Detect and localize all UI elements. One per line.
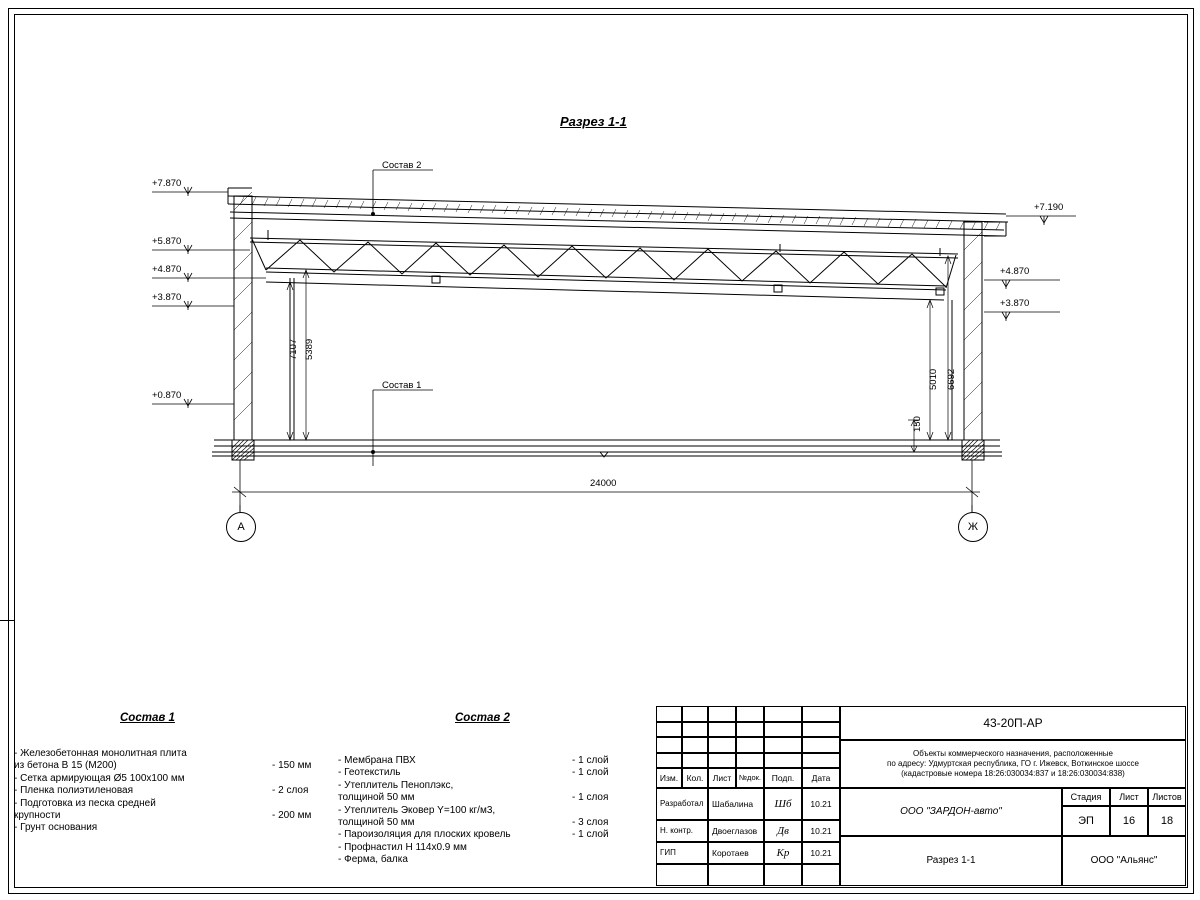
role-date-2: 10.21 <box>802 842 840 864</box>
legend1-item-text: - Железобетонная монолитная плита <box>14 748 187 759</box>
stage-value-listov: 18 <box>1148 806 1186 836</box>
role-signature-3 <box>764 864 802 886</box>
role-date-1: 10.21 <box>802 820 840 842</box>
role-label-3 <box>656 864 708 886</box>
legend1-item-qty: - 2 слоя <box>272 785 309 797</box>
col-header-kol: Кол. <box>682 768 708 788</box>
legend2-item-qty: - 1 слой <box>572 829 609 841</box>
rev-cell <box>736 722 764 738</box>
legend2-item-text: - Ферма, балка <box>338 854 408 866</box>
legend1-item-text: - Сетка армирующая Ø5 100х100 мм <box>14 772 185 784</box>
rev-cell <box>656 722 682 738</box>
customer-name: ООО "ЗАРДОН-авто" <box>840 788 1062 836</box>
col-header-ndok: №док. <box>736 768 764 788</box>
axis-marker-a: А <box>226 512 256 542</box>
rev-cell <box>764 722 802 738</box>
legend1-item-text: - Грунт основания <box>14 822 98 834</box>
object-line-1: Объекты коммерческого назначения, расположенные <box>913 749 1113 758</box>
rev-cell <box>656 706 682 722</box>
rev-cell <box>708 722 736 738</box>
vdim-left-7107: 7107 <box>288 338 299 360</box>
legend2-item-qty: - 1 слой <box>572 755 609 766</box>
rev-cell <box>682 722 708 738</box>
rev-cell <box>802 706 840 722</box>
vdim-right-6692: 6692 <box>946 368 957 390</box>
revision-grid <box>656 706 840 768</box>
role-name-2: Коротаев <box>708 842 764 864</box>
legend1-list <box>14 748 314 835</box>
elevation-left-3: +3.870 <box>152 292 182 303</box>
col-header-izm: Изм. <box>656 768 682 788</box>
legend1-item-text: - Пленка полиэтиленовая <box>14 785 134 797</box>
legend2-item-text: - Профнастил Н 114х0.9 мм <box>338 841 467 853</box>
span-dimension: 24000 <box>590 478 617 489</box>
rev-cell <box>656 753 682 769</box>
legend2-item-qty: - 1 слоя <box>572 792 609 804</box>
legend1-item-qty: - 200 мм <box>272 810 312 822</box>
document-code: 43-20П-АР <box>840 706 1186 740</box>
legend2-item-text: - Утеплитель Эковер Y=100 кг/м3, <box>338 804 496 816</box>
object-line-3: (кадастровые номера 18:26:030034:837 и 18:26:030034:838) <box>901 769 1125 778</box>
elevation-left-4: +0.870 <box>152 390 182 401</box>
legend1-title: Состав 1 <box>120 712 175 724</box>
page-title: Разрез 1-1 <box>560 114 627 129</box>
role-date-0: 10.21 <box>802 788 840 820</box>
role-label-2: ГИП <box>656 842 708 864</box>
vdim-left-5389: 5389 <box>304 338 315 360</box>
rev-cell <box>764 737 802 753</box>
legend2-item-text: - Геотекстиль <box>338 767 401 779</box>
rev-cell <box>656 737 682 753</box>
legend2-item-text: - Мембрана ПВХ <box>338 755 416 766</box>
rev-cell <box>764 753 802 769</box>
elevation-right-0: +7.190 <box>1034 202 1064 213</box>
rev-cell <box>736 737 764 753</box>
sheet-title: Разрез 1-1 <box>840 836 1062 886</box>
role-name-3 <box>708 864 764 886</box>
vdim-right-5010: 5010 <box>928 368 939 390</box>
legend2-item-text: - Утеплитель Пеноплэкс, <box>338 779 454 791</box>
stage-header-listov: Листов <box>1148 788 1186 806</box>
rev-cell <box>708 706 736 722</box>
role-signature-0: Шб <box>764 788 802 820</box>
legend2-item-text: толщиной 50 мм <box>338 792 415 804</box>
axis-marker-zh: Ж <box>958 512 988 542</box>
callout-sostav-2: Состав 2 <box>382 160 422 171</box>
rev-cell <box>736 753 764 769</box>
col-header-list: Лист <box>708 768 736 788</box>
rev-cell <box>736 706 764 722</box>
elevation-left-2: +4.870 <box>152 264 182 275</box>
stage-value-list: 16 <box>1110 806 1148 836</box>
elevation-left-0: +7.870 <box>152 178 182 189</box>
callout-sostav-1: Состав 1 <box>382 380 422 391</box>
legend2-list <box>338 755 638 867</box>
role-label-0: Разработал <box>656 788 708 820</box>
legend1-item-text: крупности <box>14 810 61 822</box>
legend1-item-qty: - 150 мм <box>272 760 312 772</box>
vdim-right-150: 150 <box>912 416 923 432</box>
elevation-right-1: +4.870 <box>1000 266 1030 277</box>
col-header-data: Дата <box>802 768 840 788</box>
title-block <box>656 706 1186 886</box>
rev-cell <box>682 706 708 722</box>
legend1-item-text: - Подготовка из песка средней <box>14 797 156 809</box>
legend2-item-text: толщиной 50 мм <box>338 817 415 829</box>
legend2-item-qty: - 3 слоя <box>572 817 609 829</box>
object-line-2: по адресу: Удмуртская республика, ГО г. Ижевск, Воткинское шоссе <box>887 759 1139 768</box>
rev-cell <box>682 753 708 769</box>
stage-value-stadia: ЭП <box>1062 806 1110 836</box>
rev-cell <box>708 753 736 769</box>
rev-cell <box>764 706 802 722</box>
stage-header-stadia: Стадия <box>1062 788 1110 806</box>
legend1-item-text: из бетона В 15 (М200) <box>14 760 117 772</box>
role-name-1: Двоеглазов <box>708 820 764 842</box>
rev-cell <box>682 737 708 753</box>
rev-cell <box>802 722 840 738</box>
rev-cell <box>802 753 840 769</box>
stage-header-list: Лист <box>1110 788 1148 806</box>
col-header-podp: Подп. <box>764 768 802 788</box>
rev-cell <box>708 737 736 753</box>
elevation-right-2: +3.870 <box>1000 298 1030 309</box>
designer-name: ООО "Альянс" <box>1062 836 1186 886</box>
role-name-0: Шабалина <box>708 788 764 820</box>
role-signature-2: Кр <box>764 842 802 864</box>
rev-cell <box>802 737 840 753</box>
legend2-item-qty: - 1 слой <box>572 767 609 779</box>
legend2-item-text: - Пароизоляция для плоских кровель <box>338 829 511 841</box>
object-description <box>840 740 1186 788</box>
role-signature-1: Дв <box>764 820 802 842</box>
role-date-3 <box>802 864 840 886</box>
elevation-left-1: +5.870 <box>152 236 182 247</box>
role-label-1: Н. контр. <box>656 820 708 842</box>
legend2-title: Состав 2 <box>455 712 510 724</box>
